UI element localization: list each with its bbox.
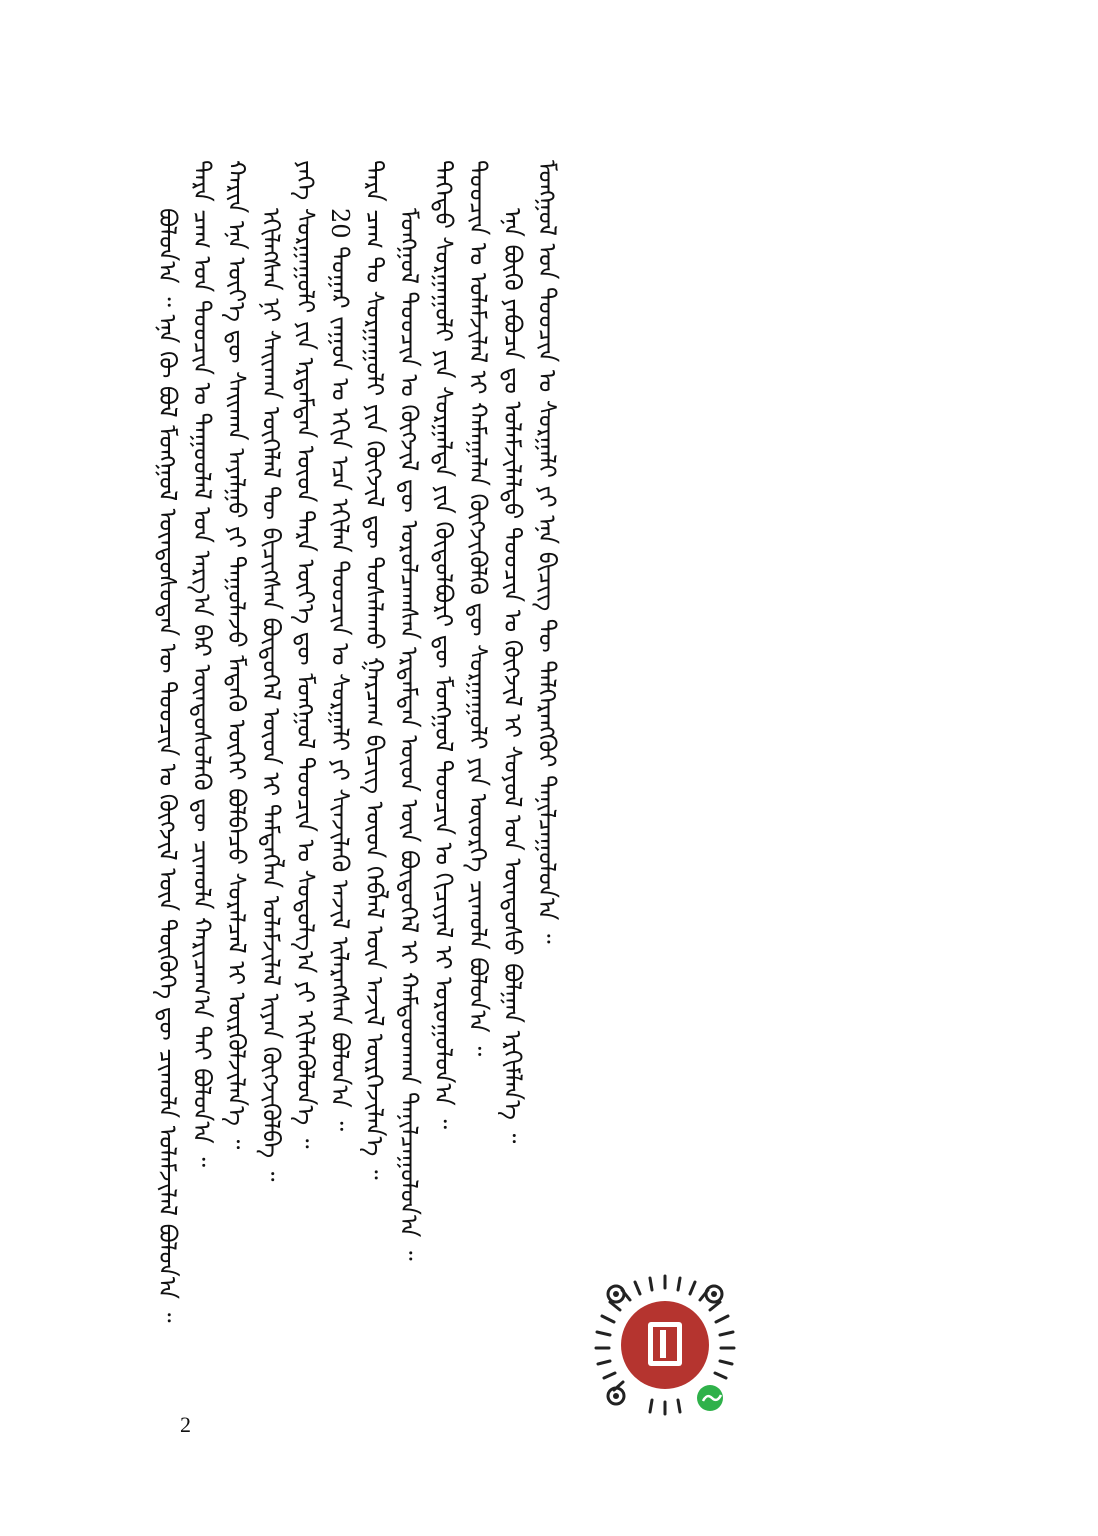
- text-column: ᠳᠤᠤᠴᠢᠨ ᠤ ᠤᠯᠠᠮᠵᠢᠯᠠᠯ ᠢ ᠬᠠᠮᠠᠭᠠᠯᠠᠨ ᠬᠥᠭᠵᠢᠭᠦᠯᠬᠦ ᠳᠦ ᠰᠤᠷᠭᠠᠭᠤᠯᠢ ᠶᠢᠨ ᠦᠦᠷᠭᠡ ᠴᠢᠬᠤᠯᠠ ᠪᠣᠯᠤᠨ᠎ᠠ ᠃: [464, 160, 492, 1057]
- text-column: ᠳᠡᠭᠡᠳᠦ ᠰᠤᠷᠭᠠᠭᠤᠯᠢ ᠶᠢᠨ ᠰᠤᠷᠭᠠᠯᠲᠠ ᠶᠢᠨ ᠬᠥᠲᠦᠯᠪᠦᠷᠢ ᠳᠦ ᠮᠣᠩᠭᠣᠯ ᠳᠤᠤᠴᠢᠨ ᠤ ᠬᠢᠴᠢᠶᠡᠯ ᠢ ᠣᠷᠣᠭᠤᠯᠤᠨ᠎ᠠ ᠃: [429, 160, 458, 1130]
- text-column: ᠬᠠᠷᠢᠨ ᠡᠨᠡ ᠦᠶ᠎ᠡ ᠳᠦ ᠰᠠᠢᠬᠠᠨ ᠠᠶᠠᠯᠭᠤ ᠶᠢ ᠳᠠᠭᠤᠯᠠᠵᠤ ᠮᠡᠳᠡᠬᠦ ᠦᠭᠡᠢ ᠪᠣᠯᠪᠠᠴᠤ ᠰᠤᠷᠠᠯᠴᠠᠯ ᠢ ᠦᠷᠭᠦᠯᠵᠢᠯᠡᠨ᠎ᠡ ᠃: [222, 160, 251, 1150]
- text-column: ᠮᠣᠩᠭᠣᠯ ᠳᠤᠤᠴᠢᠨ ᠤ ᠬᠥᠭᠵᠢᠯ ᠳᠦ ᠣᠷᠣᠯᠴᠠᠭᠰᠠᠨ ᠡᠷᠳᠡᠮᠲᠡᠨ ᠦᠳ ᠦᠨ ᠪᠦᠲᠦᠭᠡᠯ ᠢ ᠬᠠᠮᠲᠤᠳᠬᠠᠨ ᠲᠠᠨᠢᠯᠴᠠᠭᠤᠯᠤᠨ᠎ᠠ ᠃: [395, 208, 423, 1261]
- text-column: ᠲᠡᠷᠡ ᠴᠠᠭ ᠲᠤ ᠰᠤᠷᠭᠠᠭᠤᠯᠢ ᠶᠢᠨ ᠬᠥᠭᠵᠢᠯ ᠳᠦ ᠲᠤᠰᠠᠯᠠᠬᠤ ᠭᠠᠷᠴᠠᠭ ᠪᠢᠴᠢᠭ ᠦᠳ ᠬᠡᠪᠯᠡᠯ ᠦᠨ ᠠᠵᠢᠯ ᠦᠷᠭᠡᠵᠢᠯᠡᠨ᠎ᠡ ᠃: [360, 160, 389, 1180]
- text-column: 20 ᠳᠤᠭᠠᠷ ᠵᠠᠭᠤᠨ ᠤ ᠡᠬᠢᠨ ᠡᠴᠡ ᠡᠬᠢᠯᠡᠨ ᠳᠤᠤᠴᠢᠨ ᠤ ᠰᠤᠷᠭᠠᠯᠢ ᠶᠢ ᠰᠢᠨᠵᠢᠯᠡᠬᠦ ᠠᠵᠢᠯ ᠢᠯᠡᠷᠡᠭᠰᠡᠨ ᠪᠣᠯᠤᠨ᠎ᠠ ᠃: [326, 208, 354, 1132]
- mini-program-code[interactable]: [590, 1270, 740, 1420]
- text-column: ᠪᠣᠯᠤᠨ᠎ᠠ ᠃ ᠡᠨᠡ ᠬᠦ ᠪᠣᠯ ᠮᠣᠩᠭᠣᠯ ᠦᠨᠳᠦᠰᠦᠲᠡᠨ ᠦ ᠳᠤᠤᠴᠢᠨ ᠤ ᠬᠥᠭᠵᠢᠯ ᠦᠨ ᠲᠦᠭᠦᠬᠡ ᠳᠦ ᠴᠢᠬᠤᠯᠠ ᠤᠯᠠᠮᠵᠢᠯᠠᠯ ᠪᠣᠯᠤᠨ᠎ᠠ ᠃: [153, 208, 182, 1323]
- text-column: ᠡᠬᠢᠯᠡᠭᠰᠡᠨ ᠨᠢ ᠰᠠᠢᠬᠠᠨ ᠦᠬᠡᠯᠡᠯ ᠲᠦ ᠪᠢᠴᠢᠭᠰᠡᠨ ᠪᠦᠲᠦᠭᠡᠯ ᠦᠳ ᠢ ᠲᠡᠮᠳᠡᠭᠯᠡᠨ ᠤᠯᠠᠮᠵᠢᠯᠠᠯ ᠢᠶᠠᠨ ᠬᠥᠭᠵᠢᠭᠦᠯᠪᠡ ᠃: [257, 208, 285, 1182]
- text-column: ᠡᠨᠡ ᠪᠦᠬᠦ ᠶᠠᠪᠤᠴᠠ ᠳᠤ ᠤᠯᠠᠮᠵᠢᠯᠠᠯᠲᠤ ᠳᠤᠤᠴᠢᠨ ᠤ ᠬᠥᠭᠵᠢᠯ ᠢ ᠰᠣᠶᠣᠯ ᠤᠨ ᠦᠨᠳᠦᠰᠦ ᠪᠣᠯᠭᠠᠨ ᠡᠷᠬᠢᠮᠯᠡᠨ᠎ᠡ ᠃: [498, 208, 527, 1144]
- text-column: ᠲᠡᠷᠡ ᠴᠠᠭ ᠤᠨ ᠳᠤᠤᠴᠢᠨ ᠤ ᠳᠠᠭᠤᠤᠯᠠᠯ ᠤᠨ ᠠᠷᠭ᠎ᠠ ᠪᠠᠷ ᠦᠨᠳᠦᠰᠦᠯᠡᠬᠦ ᠳᠦ ᠴᠢᠬᠤᠯᠠ ᠬᠠᠷᠢᠴᠠᠭ᠎ᠠ ᠲᠠᠢ ᠪᠣᠯᠤᠨ᠎ᠠ ᠃: [188, 160, 216, 1168]
- text-column: ᠶᠡᠬᠡ ᠰᠤᠷᠭᠠᠭᠤᠯᠢ ᠶᠢᠨ ᠡᠷᠳᠡᠮᠲᠡᠨ ᠦᠳ ᠲᠡᠷᠡ ᠦᠶ᠎ᠡ ᠳᠦ ᠮᠣᠩᠭᠣᠯ ᠳᠤᠤᠴᠢᠨ ᠤ ᠰᠤᠳᠤᠯᠭ᠎ᠠ ᠶᠢ ᠡᠬᠢᠯᠡᠭᠦᠯᠦᠨ᠎ᠡ ᠃: [291, 160, 320, 1149]
- page-number: 2: [180, 1412, 191, 1437]
- text-column: ᠮᠣᠩᠭᠣᠯ ᠤᠨ ᠳᠤᠤᠴᠢᠨ ᠤ ᠰᠤᠷᠭᠠᠯᠢ ᠶᠢ ᠡᠨᠡ ᠪᠢᠴᠢᠭ ᠲᠦ ᠳᠡᠯᠭᠡᠷᠡᠩᠭᠦᠢ ᠲᠠᠨᠢᠯᠴᠠᠭᠤᠯᠤᠨ᠎ᠠ ᠃: [533, 160, 561, 944]
- qr-code-icon: [590, 1270, 740, 1420]
- mongolian-text-body: [150, 160, 940, 1400]
